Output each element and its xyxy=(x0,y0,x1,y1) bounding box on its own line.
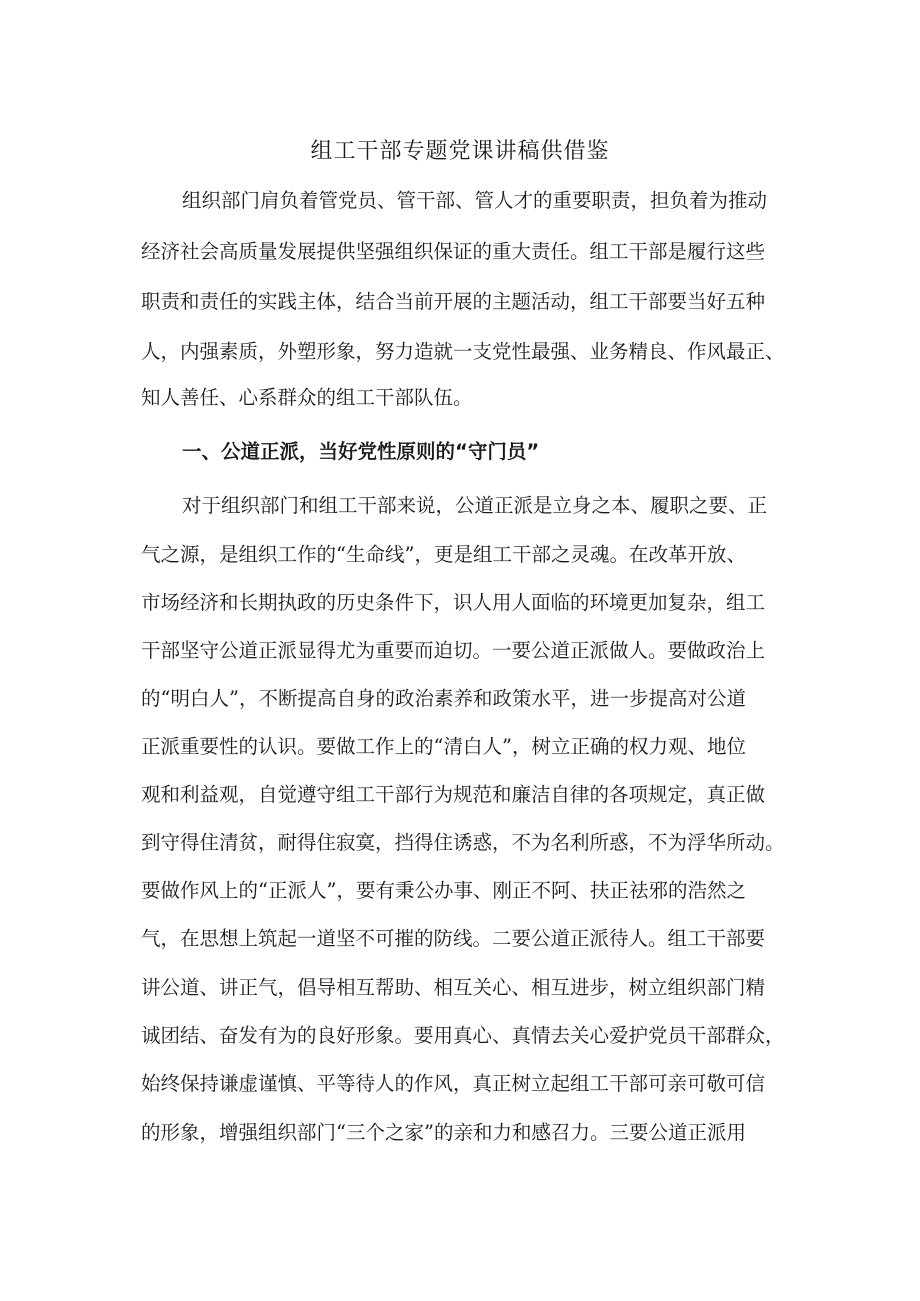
section-line-10: 气，在思想上筑起一道坚不可摧的防线。二要公道正派待人。组工干部要 xyxy=(141,927,766,950)
section-line-5: 的“明白人”，不断提高自身的政治素养和政策水平，进一步提高对公道 xyxy=(141,687,746,710)
section-line-12: 诚团结、奋发有为的良好形象。要用真心、真情去关心爱护党员干部群众， xyxy=(141,1024,785,1047)
intro-line-4: 人，内强素质，外塑形象，努力造就一支党性最强、业务精良、作风最正、 xyxy=(141,340,785,363)
section-line-14: 的形象，增强组织部门“三个之家”的亲和力和感召力。三要公道正派用 xyxy=(141,1121,746,1144)
section-line-8: 到守得住清贫，耐得住寂寞，挡得住诱惑，不为名利所惑，不为浮华所动。 xyxy=(141,831,785,854)
section-line-3: 市场经济和长期执政的历史条件下，识人用人面临的环境更加复杂，组工 xyxy=(141,591,766,614)
section-line-11: 讲公道、讲正气，倡导相互帮助、相互关心、相互进步，树立组织部门精 xyxy=(141,976,766,999)
section-line-13: 始终保持谦虚谨慎、平等待人的作风，真正树立起组工干部可亲可敬可信 xyxy=(141,1072,766,1095)
section-line-2: 气之源，是组织工作的“生命线”，更是组工干部之灵魂。在改革开放、 xyxy=(141,543,746,566)
section-line-4: 干部坚守公道正派显得尤为重要而迫切。一要公道正派做人。要做政治上 xyxy=(141,639,766,662)
section-line-1: 对于组织部门和组工干部来说，公道正派是立身之本、履职之要、正 xyxy=(182,494,768,517)
intro-line-5: 知人善任、心系群众的组工干部队伍。 xyxy=(141,386,473,409)
intro-line-2: 经济社会高质量发展提供坚强组织保证的重大责任。组工干部是履行这些 xyxy=(141,240,766,263)
section-line-6: 正派重要性的认识。要做工作上的“清白人”，树立正确的权力观、地位 xyxy=(141,735,746,758)
section-heading: 一、公道正派，当好党性原则的“守门员” xyxy=(182,440,540,463)
intro-line-1: 组织部门肩负着管党员、管干部、管人才的重要职责，担负着为推动 xyxy=(182,189,768,212)
intro-line-3: 职责和责任的实践主体，结合当前开展的主题活动，组工干部要当好五种 xyxy=(141,290,766,313)
section-line-9: 要做作风上的“正派人”，要有秉公办事、刚正不阿、扶正祛邪的浩然之 xyxy=(141,879,746,902)
document-title: 组工干部专题党课讲稿供借鉴 xyxy=(310,139,610,164)
section-line-7: 观和利益观，自觉遵守组工干部行为规范和廉洁自律的各项规定，真正做 xyxy=(141,783,766,806)
